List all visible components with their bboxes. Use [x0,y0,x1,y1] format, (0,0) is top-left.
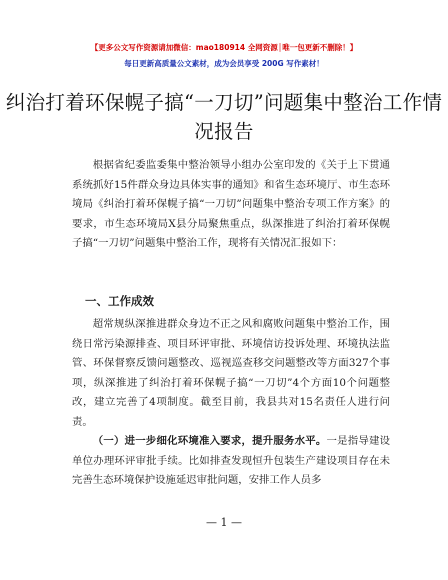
promo-banner-line-2: 每日更新高质量公文素材，成为会员享受 200G 写作素材！ [124,59,324,68]
page-number: — 1 — [206,516,242,529]
subsection-paragraph [72,432,390,491]
results-paragraph: 超常规纵深推进群众身边不正之风和腐败问题集中整治工作，围绕日常污染源排查、项目环评审批、环境信访投诉处理、环境执法监管、环保督察反馈问题整改、巡视巡查移交问题整改等方面327个事项，纵深推进了纠治打着环保幌子搞“一刀切”4个方面10个问题整改，建立完善了4项制度。截至目前，我县共对15名责任人进行问责。 [72,318,390,428]
promo-banner-line-1: 【更多公文写作资源请加微信：mao180914 全网资源│唯一包更新不删除！】 [90,43,358,52]
subsection-heading: （一）进一步细化环境准入要求，提升服务水平。 [92,435,327,447]
document-title: 纠治打着环保幌子搞“一刀切”问题集中整治工作情况报告 [5,91,443,143]
subsection-body: 一是指导建设单位办理环评审批手续。比如排查发现恒升包装生产建设项目存在未完善生态环境保护设施延迟审批问题，安排工作人员多 [72,435,391,487]
section-heading-work-results: 一、工作成效 [85,294,154,308]
intro-paragraph: 根据省纪委监委集中整治领导小组办公室印发的《关于上下贯通系统抓好15件群众身边具体实事的通知》和省生态环境厅、市生态环境局《纠治打着环保幌子搞“一刀切”问题集中整治专项工作方案》的要求，市生态环境局X县分局聚焦重点，纵深推进了纠治打着环保幌子搞“一刀切”问题集中整治工作，现将有关情况汇报如下： [72,159,390,250]
